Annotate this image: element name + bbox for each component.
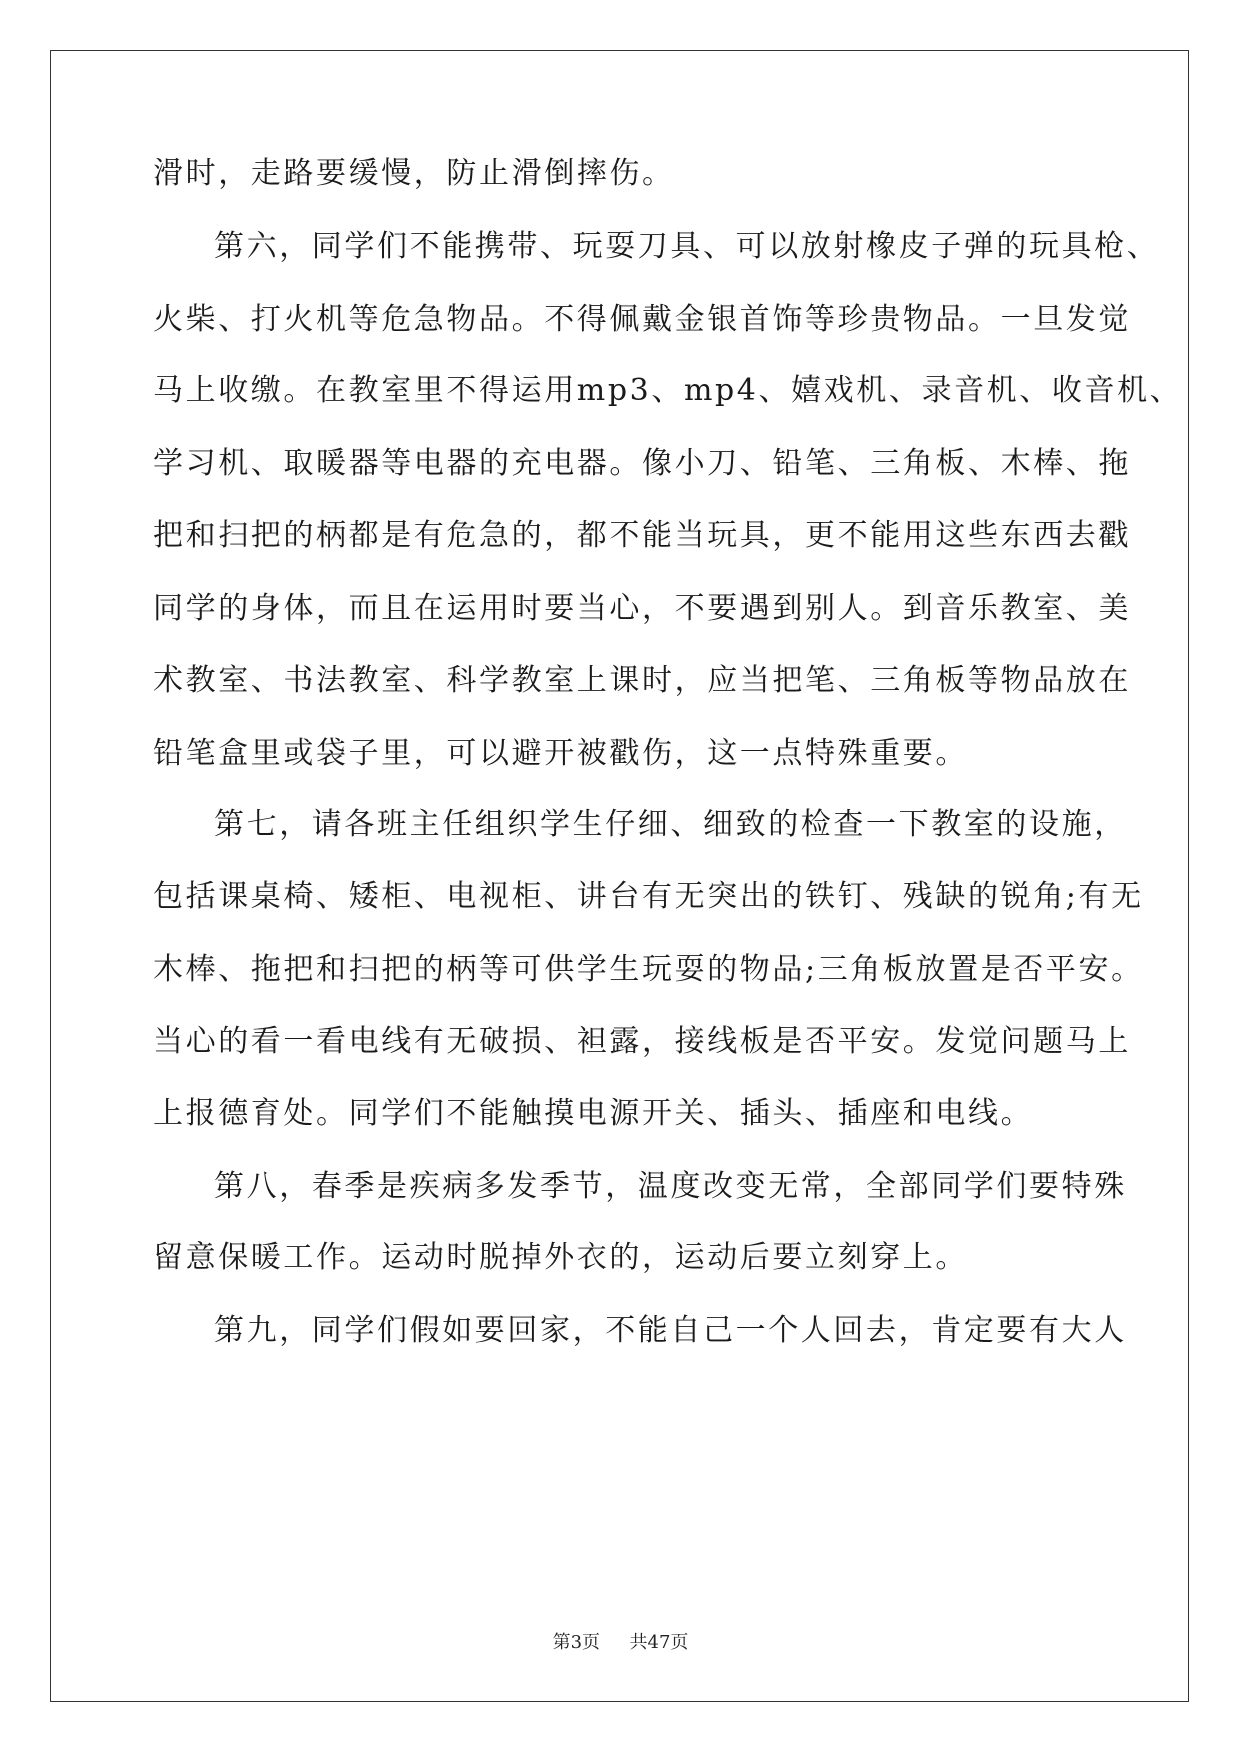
page-footer <box>0 1628 1241 1654</box>
text-line: 火柴、打火机等危急物品。不得佩戴金银首饰等珍贵物品。一旦发觉 <box>153 302 1131 337</box>
text-line: 把和扫把的柄都是有危急的，都不能当玩具，更不能用这些东西去戳 <box>153 518 1131 553</box>
text-line: 包括课桌椅、矮柜、电视柜、讲台有无突出的铁钉、残缺的锐角;有无 <box>153 879 1144 914</box>
text-line: 上报德育处。同学们不能触摸电源开关、插头、插座和电线。 <box>153 1096 1034 1131</box>
text-line: 滑时，走路要缓慢，防止滑倒摔伤。 <box>153 156 675 191</box>
text-line: 马上收缴。在教室里不得运用mp3、mp4、嬉戏机、录音机、收音机、 <box>153 373 1183 408</box>
text-line: 当心的看一看电线有无破损、袒露，接线板是否平安。发觉问题马上 <box>153 1024 1131 1059</box>
text-line: 木棒、拖把和扫把的柄等可供学生玩耍的物品;三角板放置是否平安。 <box>153 952 1144 987</box>
page-total: 共47页 <box>629 1632 689 1653</box>
paragraph-start-line: 第六，同学们不能携带、玩耍刀具、可以放射橡皮子弹的玩具枪、 <box>214 229 1160 264</box>
page-number: 第3页 <box>552 1632 601 1653</box>
text-line: 铅笔盒里或袋子里，可以避开被戳伤，这一点特殊重要。 <box>153 736 968 771</box>
text-line: 留意保暖工作。运动时脱掉外衣的，运动后要立刻穿上。 <box>153 1240 968 1275</box>
paragraph-start-line: 第七，请各班主任组织学生仔细、细致的检查一下教室的设施， <box>214 807 1127 842</box>
paragraph-start-line: 第九，同学们假如要回家，不能自己一个人回去，肯定要有大人 <box>214 1313 1127 1348</box>
text-line: 术教室、书法教室、科学教室上课时，应当把笔、三角板等物品放在 <box>153 663 1131 698</box>
page-border <box>50 50 1189 1702</box>
paragraph-start-line: 第八，春季是疾病多发季节，温度改变无常，全部同学们要特殊 <box>214 1169 1127 1204</box>
text-line: 学习机、取暖器等电器的充电器。像小刀、铅笔、三角板、木棒、拖 <box>153 446 1131 481</box>
text-line: 同学的身体，而且在运用时要当心，不要遇到别人。到音乐教室、美 <box>153 591 1131 626</box>
